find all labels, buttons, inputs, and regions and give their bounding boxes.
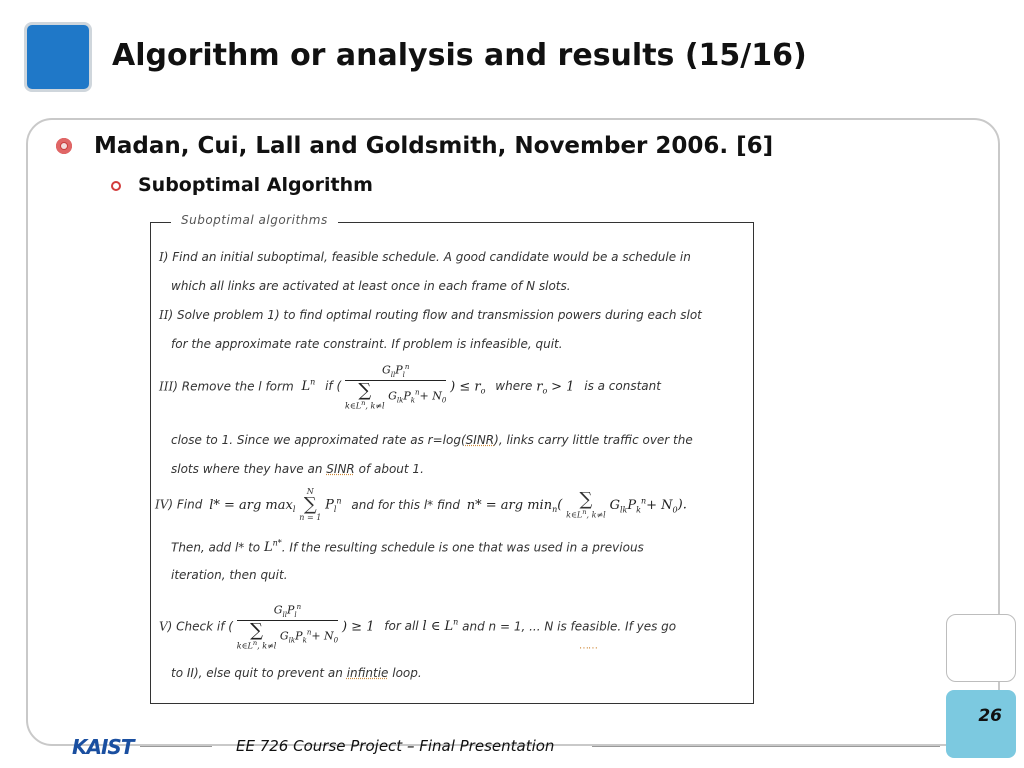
step1-line2: which all links are activated at least once in each frame of N slots. — [171, 279, 571, 293]
footer-course-title: EE 726 Course Project – Final Presentation — [236, 737, 555, 755]
side-decor-box — [946, 614, 1016, 682]
slide-logo-square — [24, 22, 92, 92]
bullet-level1-icon — [56, 138, 72, 154]
footer-divider-left — [140, 746, 212, 747]
step4-line3: iteration, then quit. — [171, 568, 288, 582]
step2-line1: II) Solve problem 1) to find optimal routing flow and transmission powers during each slot — [159, 308, 702, 322]
spellcheck-dots: ⋯⋯ — [579, 643, 597, 654]
step5-line2: to II), else quit to prevent an infintie loop. — [171, 666, 422, 680]
step2-line2: for the approximate rate constraint. If problem is infeasible, quit. — [171, 337, 563, 351]
page-number: 26 — [978, 706, 1002, 726]
step3-fraction: $G_{ll}P_l^n$ ∑ $k\in L^n$, k≠l $G_{lk}P_k^n+ N_0$ — [344, 363, 447, 411]
algorithm-box-title: Suboptimal algorithms — [171, 213, 338, 227]
bullet-level2-text: Suboptimal Algorithm — [138, 174, 373, 196]
step5-line1: V) Check if ( $G_{ll}P_l^n$ ∑ $k\in L^n$, k≠l $G_{lk}P_k^n+ N_0$ ) ≥ 1 for all l ∈ $L^n$ and n = 1, ... N is feasible. If yes go — [159, 603, 677, 651]
step4-line1: IV) Find l* = arg $\max_l$ N ∑ n = 1 $P_l^n$ and for this l* find n* = arg $\min_n$( ∑ $k\in L^n$, k≠l $G_{lk}P_k^n+ N_0$). — [155, 487, 687, 522]
step3-line2: close to 1. Since we approximated rate as r=log(SINR), links carry little traffic over the — [171, 433, 693, 447]
slide-title: Algorithm or analysis and results (15/16) — [112, 38, 807, 73]
step3-line1: III) Remove the l form $L^n$ if ( $G_{ll}P_l^n$ ∑ $k\in L^n$, k≠l $G_{lk}P_k^n+ N_0$ ) ≤ $r_o$ where $r_o > 1$ is a constant — [159, 363, 661, 411]
step5-fraction: $G_{ll}P_l^n$ ∑ $k\in L^n$, k≠l $G_{lk}P_k^n+ N_0$ — [236, 603, 339, 651]
algorithm-box — [150, 213, 754, 704]
step3-line3: slots where they have an SINR of about 1. — [171, 462, 424, 476]
bullet-level1-text: Madan, Cui, Lall and Goldsmith, November 2006. [6] — [94, 133, 774, 159]
page-number-box — [946, 690, 1016, 758]
step4-line2: Then, add l* to $L^{n*}$. If the resulting schedule is one that was used in a previous — [171, 539, 644, 556]
footer-divider-right — [592, 746, 940, 747]
step1-line1: I) Find an initial suboptimal, feasible schedule. A good candidate would be a schedule in — [159, 250, 691, 264]
kaist-logo: KAIST — [72, 735, 134, 759]
bullet-level2-icon — [111, 181, 121, 191]
